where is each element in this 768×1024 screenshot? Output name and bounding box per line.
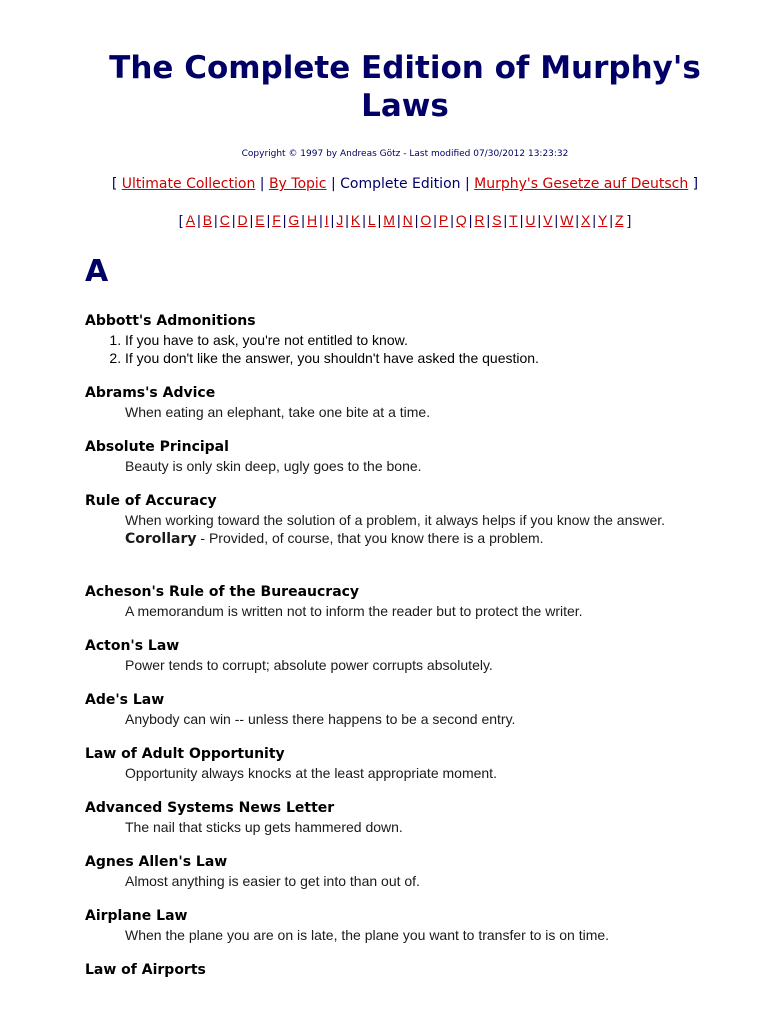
alpha-separator: |	[282, 212, 287, 228]
alpha-separator: |	[231, 212, 236, 228]
alpha-separator: |	[362, 212, 366, 228]
law-entry	[85, 961, 725, 980]
nav-separator: |	[464, 176, 475, 192]
alpha-link-d[interactable]: D	[237, 212, 248, 228]
alpha-link-o[interactable]: O	[420, 212, 432, 228]
law-title: Acheson's Rule of the Bureaucracy	[85, 584, 360, 600]
alpha-separator: |	[592, 212, 596, 228]
law-entry	[85, 492, 725, 548]
alpha-separator: |	[330, 212, 335, 228]
law-corollary	[125, 529, 725, 548]
nav-bracket-open: [	[111, 176, 122, 192]
alpha-separator: |	[519, 212, 524, 228]
alpha-separator: |	[214, 212, 218, 228]
alpha-separator: |	[537, 212, 542, 228]
alpha-separator: |	[414, 212, 419, 228]
alpha-link-x[interactable]: X	[580, 212, 591, 228]
alpha-separator: |	[249, 212, 254, 228]
alpha-separator: |	[319, 212, 323, 228]
nav-separator: |	[259, 176, 269, 192]
nav-link-ultimate-collection[interactable]: Ultimate Collection	[121, 176, 256, 192]
law-entry	[85, 799, 725, 836]
alpha-separator: |	[266, 212, 271, 228]
alpha-link-t[interactable]: T	[509, 212, 518, 228]
law-title: Agnes Allen's Law	[85, 854, 228, 870]
alpha-link-i[interactable]: I	[324, 212, 329, 228]
alpha-link-u[interactable]: U	[525, 212, 536, 228]
alpha-separator: |	[503, 212, 508, 228]
law-text: When eating an elephant, take one bite at a time.	[125, 404, 431, 420]
law-title: Law of Adult Opportunity	[85, 746, 285, 762]
alpha-link-a[interactable]: A	[185, 212, 196, 228]
law-list-item: 1. If you have to ask, you're not entitled to know.	[125, 331, 725, 349]
alpha-bracket-open: [	[178, 212, 183, 228]
alpha-separator: |	[197, 212, 201, 228]
law-text: When the plane you are on is late, the plane you want to transfer to is on time.	[125, 927, 610, 943]
alpha-link-z[interactable]: Z	[614, 212, 624, 228]
law-title: Rule of Accuracy	[85, 493, 217, 509]
alpha-link-b[interactable]: B	[202, 212, 213, 228]
law-text: Almost anything is easier to get into than out of.	[125, 873, 420, 889]
law-text: Anybody can win -- unless there happens to be a second entry.	[125, 711, 516, 727]
alpha-link-w[interactable]: W	[560, 212, 574, 228]
law-entry	[85, 384, 725, 421]
law-title: Ade's Law	[85, 692, 165, 708]
corollary-label: Corollary	[125, 531, 197, 547]
alpha-link-e[interactable]: E	[255, 212, 265, 228]
law-title: Acton's Law	[85, 638, 180, 654]
law-title: Advanced Systems News Letter	[85, 800, 335, 816]
alpha-link-h[interactable]: H	[306, 212, 318, 228]
section-heading-a: A	[85, 254, 109, 289]
nav-link-german[interactable]: Murphy's Gesetze auf Deutsch	[474, 176, 689, 192]
law-text: The nail that sticks up gets hammered down.	[125, 819, 403, 835]
alpha-link-s[interactable]: S	[492, 212, 502, 228]
nav-separator: |	[330, 176, 341, 192]
law-title: Absolute Principal	[85, 439, 229, 455]
corollary-text: - Provided, of course, that you know there is a problem.	[196, 530, 544, 546]
alpha-separator: |	[433, 212, 437, 228]
law-list-item: 2. If you don't like the answer, you shouldn't have asked the question.	[125, 349, 725, 367]
alpha-link-g[interactable]: G	[288, 212, 300, 228]
alpha-link-l[interactable]: L	[367, 212, 376, 228]
alpha-link-v[interactable]: V	[543, 212, 553, 228]
alphabet-navigation	[60, 210, 750, 230]
alpha-link-n[interactable]: N	[402, 212, 413, 228]
top-navigation	[60, 174, 750, 194]
law-text: When working toward the solution of a problem, it always helps if you know the answer.	[125, 512, 666, 528]
law-title: Airplane Law	[85, 908, 188, 924]
alpha-link-c[interactable]: C	[219, 212, 230, 228]
alpha-separator: |	[301, 212, 305, 228]
alpha-link-q[interactable]: Q	[455, 212, 467, 228]
page-title: The Complete Edition of Murphy's Laws	[109, 50, 701, 124]
law-text: Beauty is only skin deep, ugly goes to the bone.	[125, 458, 422, 474]
alpha-separator: |	[575, 212, 579, 228]
alpha-link-y[interactable]: Y	[597, 212, 608, 228]
law-entry	[85, 637, 725, 674]
alpha-bracket-close: ]	[627, 212, 632, 228]
nav-bracket-close: ]	[692, 176, 699, 192]
alpha-link-m[interactable]: M	[383, 212, 395, 228]
alpha-separator: |	[609, 212, 613, 228]
nav-link-by-topic[interactable]: By Topic	[268, 176, 327, 192]
alpha-separator: |	[554, 212, 559, 228]
alpha-link-r[interactable]: R	[474, 212, 485, 228]
law-title: Abrams's Advice	[85, 385, 216, 401]
alpha-link-j[interactable]: J	[336, 212, 344, 228]
alpha-separator: |	[396, 212, 401, 228]
law-entry	[85, 312, 725, 367]
law-list	[85, 331, 725, 367]
alpha-separator: |	[450, 212, 454, 228]
law-text: A memorandum is written not to inform the reader but to protect the writer.	[125, 603, 583, 619]
law-title: Abbott's Admonitions	[85, 313, 256, 329]
alpha-separator: |	[468, 212, 473, 228]
law-entry	[85, 583, 725, 620]
law-text: Power tends to corrupt; absolute power corrupts absolutely.	[125, 657, 493, 673]
alpha-link-f[interactable]: F	[272, 212, 281, 228]
nav-current-complete-edition: Complete Edition	[340, 176, 461, 192]
alpha-separator: |	[377, 212, 382, 228]
law-entry	[85, 745, 725, 782]
law-title: Law of Airports	[85, 962, 206, 978]
alpha-separator: |	[345, 212, 349, 228]
law-entry	[85, 907, 725, 944]
alpha-link-k[interactable]: K	[350, 212, 361, 228]
law-text: Opportunity always knocks at the least appropriate moment.	[125, 765, 497, 781]
alpha-separator: |	[486, 212, 491, 228]
law-entry	[85, 853, 725, 890]
copyright-notice: Copyright © 1997 by Andreas Götz - Last modified 07/30/2012 13:23:32	[241, 149, 569, 159]
alpha-link-p[interactable]: P	[438, 212, 449, 228]
law-entry	[85, 438, 725, 475]
law-entry	[85, 691, 725, 728]
